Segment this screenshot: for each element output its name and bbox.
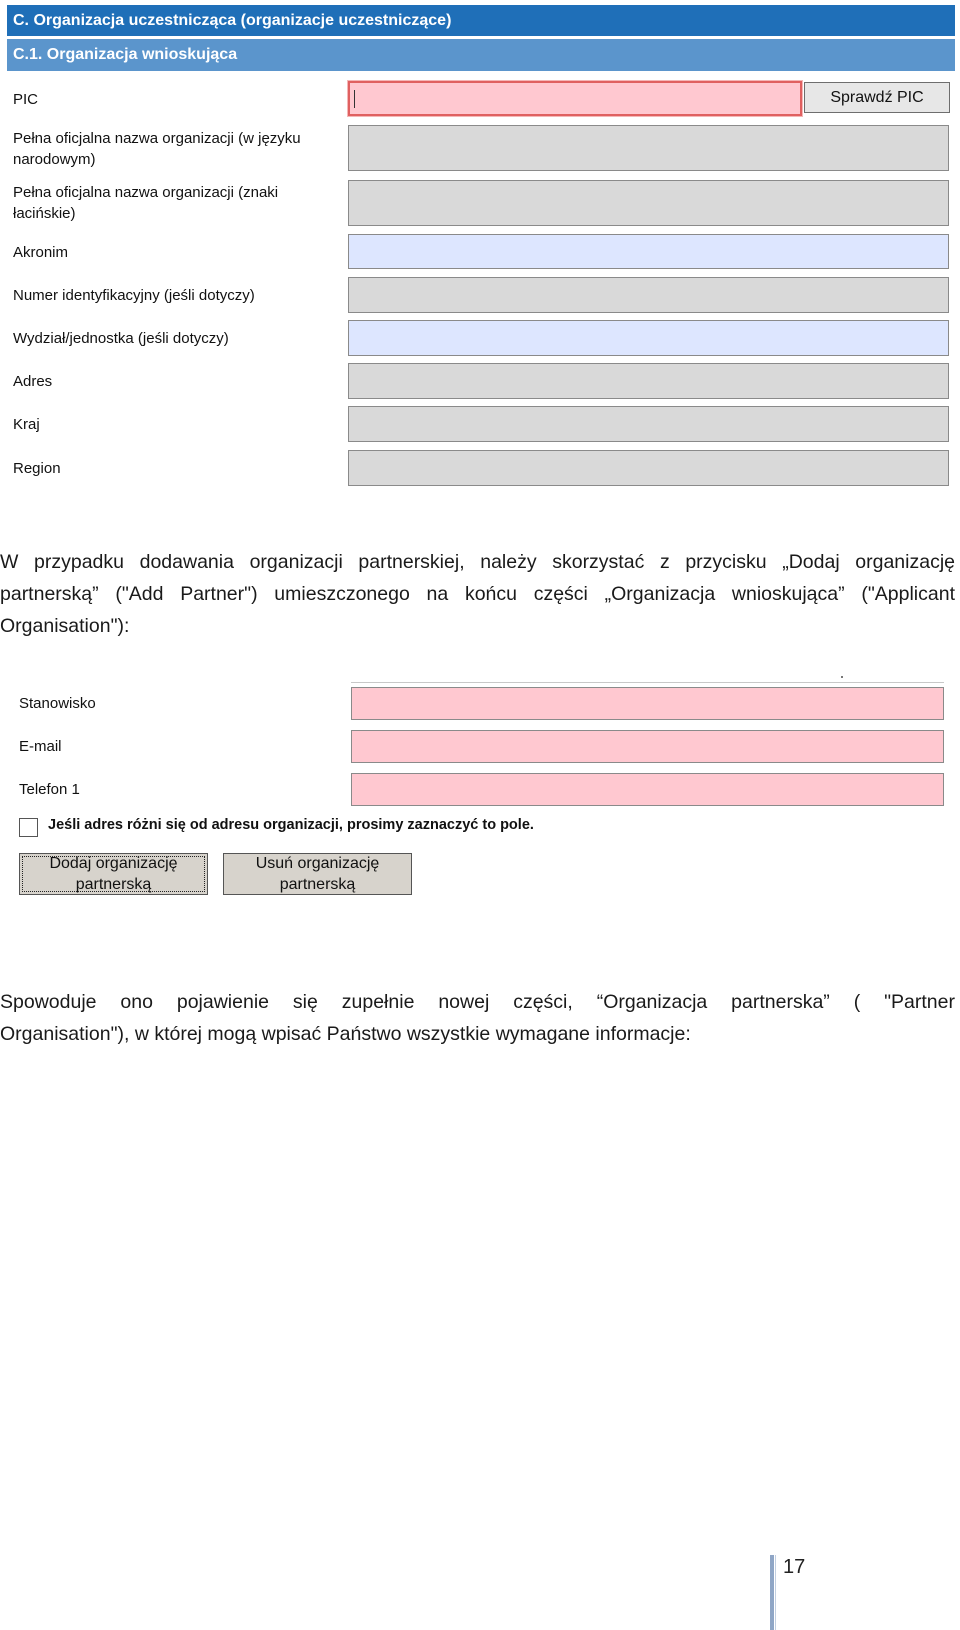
text-caret [354,90,355,108]
pic-input[interactable] [348,81,802,116]
address-input[interactable] [348,363,949,399]
add-partner-label-line2: partnerską [75,876,152,893]
id-number-input[interactable] [348,277,949,313]
field-label-phone: Telefon 1 [19,781,80,798]
field-label-national-name: Pełna oficjalna nazwa organizacji (w języku narodowym) [13,130,301,168]
country-input[interactable] [348,406,949,442]
page-number-bar [770,1555,774,1630]
department-input[interactable] [348,320,949,356]
subsection-header: C.1. Organizacja wnioskująca [7,39,955,71]
pic-label: PIC [13,91,39,108]
add-partner-label-line1: Dodaj organizację [49,855,178,872]
check-pic-button[interactable]: Sprawdź PIC [804,82,950,113]
field-label-position: Stanowisko [19,695,96,712]
remove-partner-button[interactable] [223,853,412,895]
add-partner-button[interactable] [19,853,208,895]
field-label-email: E-mail [19,738,62,755]
field-label-acronym: Akronim [13,244,69,261]
field-label-address: Adres [13,373,53,390]
stray-dot [841,676,843,678]
field-label-id-number: Numer identyfikacyjny (jeśli dotyczy) [13,287,255,304]
instruction-paragraph [0,546,955,642]
section-header: C. Organizacja uczestnicząca (organizacje uczestniczące) [7,5,955,36]
result-paragraph [0,986,955,1050]
remove-partner-label-line1: Usuń organizację [255,855,380,872]
region-input[interactable] [348,450,949,486]
national-name-input[interactable] [348,125,949,171]
phone-input[interactable] [351,773,944,806]
paragraph-line: Organisation"): [0,615,130,637]
paragraph-line: Spowoduje ono pojawienie się zupełnie nowej części, “Organizacja partnerska” ( "Partner [0,991,955,1013]
email-input[interactable] [351,730,944,763]
different-address-label: Jeśli adres różni się od adresu organizacji, prosimy zaznaczyć to pole. [48,817,534,833]
acronym-input[interactable] [348,234,949,269]
position-input[interactable] [351,687,944,720]
field-label-latin-name: Pełna oficjalna nazwa organizacji (znaki łacińskie) [13,184,279,222]
remove-partner-label-line2: partnerską [279,876,356,893]
page-number-bar-accent [775,1555,776,1630]
paragraph-line: Organisation"), w której mogą wpisać Państwo wszystkie wymagane informacje: [0,1023,691,1045]
page-number: 17 [783,1556,806,1578]
field-label-country: Kraj [13,416,40,433]
field-label-region: Region [13,460,61,477]
different-address-checkbox[interactable] [19,818,38,837]
field-label-department: Wydział/jednostka (jeśli dotyczy) [13,330,229,347]
paragraph-line: W przypadku dodawania organizacji partnerskiej, należy skorzystać z przycisku „Dodaj organizację [0,551,955,573]
divider [351,682,944,683]
latin-name-input[interactable] [348,180,949,226]
paragraph-line: partnerską” ("Add Partner") umieszczonego na końcu części „Organizacja wnioskująca” ("Applicant [0,583,955,605]
